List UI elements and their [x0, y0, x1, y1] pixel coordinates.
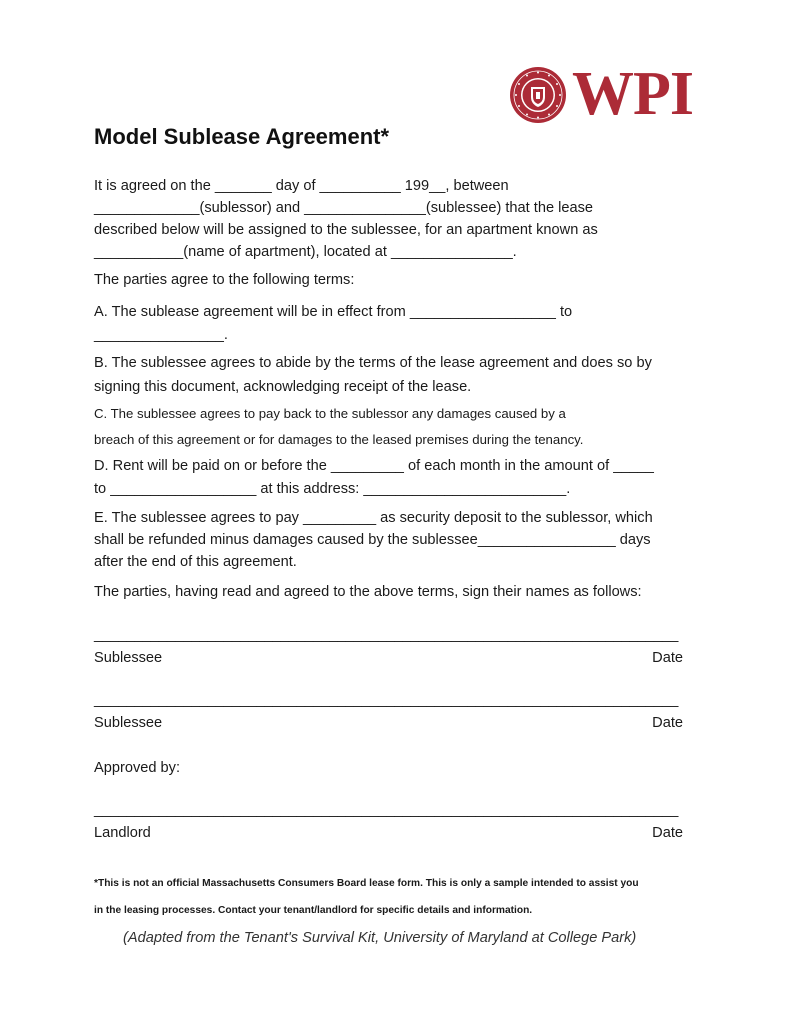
intro-line-2: _____________(sublessor) and _______________(sublessee) that the lease	[94, 200, 594, 216]
sublessee-label: Sublessee	[94, 650, 163, 666]
wpi-seal-logo	[509, 66, 567, 124]
date-label: Date	[652, 825, 683, 841]
date-label: Date	[652, 715, 683, 731]
term-e-line-1: E. The sublessee agrees to pay _________ as security deposit to the sublessor, which	[94, 510, 653, 526]
term-d-line-2: to __________________ at this address: _________________________.	[94, 481, 571, 497]
footnote-line-1: *This is not an official Massachusetts Consumers Board lease form. This is only a sample intended to assist you	[94, 878, 639, 889]
sublessee-label: Sublessee	[94, 715, 163, 731]
sign-intro-text: The parties, having read and agreed to the above terms, sign their names as follows:	[94, 584, 642, 600]
intro-line-3: described below will be assigned to the sublessee, for an apartment known as	[94, 222, 598, 238]
signature-line: ________________________________________________________________________	[94, 692, 679, 708]
parties-agree-text: The parties agree to the following terms:	[94, 272, 355, 288]
signature-line: ________________________________________________________________________	[94, 802, 679, 818]
footnote-line-2: in the leasing processes. Contact your tenant/landlord for specific details and information.	[94, 905, 533, 916]
wpi-wordmark: WPI	[572, 60, 693, 128]
signature-line: ________________________________________________________________________	[94, 627, 679, 643]
term-b-line-1: B. The sublessee agrees to abide by the terms of the lease agreement and does so by	[94, 355, 652, 371]
intro-line-1: It is agreed on the _______ day of __________ 199__, between	[94, 178, 509, 194]
intro-line-4: ___________(name of apartment), located at _______________.	[94, 244, 517, 260]
landlord-label: Landlord	[94, 825, 151, 841]
document-title: Model Sublease Agreement*	[94, 124, 390, 149]
approved-by-label: Approved by:	[94, 760, 180, 776]
term-e-line-2: shall be refunded minus damages caused by the sublessee_________________ days	[94, 532, 651, 548]
adapted-from-note: (Adapted from the Tenant's Survival Kit, University of Maryland at College Park)	[123, 930, 637, 946]
term-c-line-1: C. The sublessee agrees to pay back to the sublessor any damages caused by a	[94, 406, 566, 421]
date-label: Date	[652, 650, 683, 666]
term-e-line-3: after the end of this agreement.	[94, 554, 297, 570]
term-a-line-1: A. The sublease agreement will be in effect from __________________ to	[94, 304, 573, 320]
term-d-line-1: D. Rent will be paid on or before the _________ of each month in the amount of _____	[94, 458, 654, 474]
term-c-line-2: breach of this agreement or for damages to the leased premises during the tenancy.	[94, 432, 584, 447]
term-b-line-2: signing this document, acknowledging receipt of the lease.	[94, 379, 472, 395]
term-a-line-2: ________________.	[94, 327, 228, 343]
